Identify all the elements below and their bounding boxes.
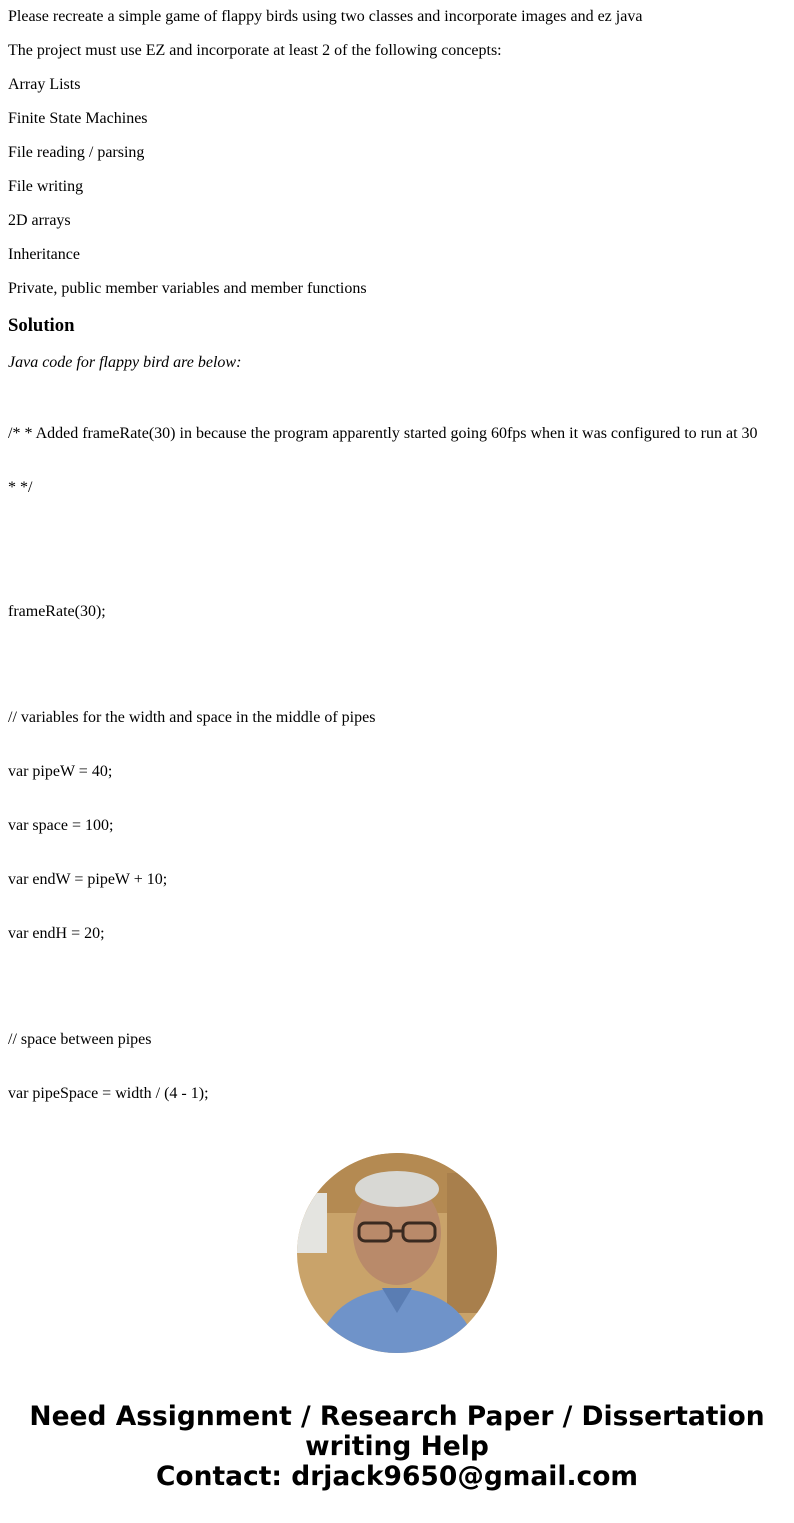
question-prompt: Please recreate a simple game of flappy birds using two classes and incorporate images and ez java <box>8 8 643 25</box>
promo-banner <box>0 1402 794 1492</box>
code-line: /* * Added frameRate(30) in because the program apparently started going 60fps when it was configured to run at 30 <box>8 425 758 442</box>
code-framerate <box>8 567 786 657</box>
solution-intro: Java code for flappy bird are below: <box>8 354 242 371</box>
banner-contact: Contact: drjack9650@gmail.com <box>155 1461 639 1492</box>
code-line: var pipeW = 40; <box>8 763 113 780</box>
banner-line: Need Assignment / Research Paper / Dissertation <box>29 1401 765 1432</box>
question-requirement: The project must use EZ and incorporate at least 2 of the following concepts: <box>8 42 502 59</box>
author-avatar <box>297 1153 497 1353</box>
question-section <box>8 8 786 298</box>
code-line: var endH = 20; <box>8 925 105 942</box>
concept-item: Finite State Machines <box>8 110 148 127</box>
banner-line: writing Help <box>305 1431 489 1462</box>
solution-heading: Solution <box>8 315 75 336</box>
concept-item: 2D arrays <box>8 212 71 229</box>
concept-item: File writing <box>8 178 84 195</box>
code-line: var endW = pipeW + 10; <box>8 871 168 888</box>
document-body <box>8 0 786 1122</box>
code-pipe-vars <box>8 673 786 979</box>
code-pipe-space <box>8 995 786 1122</box>
concept-item: Inheritance <box>8 246 80 263</box>
code-line: var space = 100; <box>8 817 114 834</box>
code-line: var pipeSpace = width / (4 - 1); <box>8 1085 209 1102</box>
avatar-portrait <box>297 1153 497 1353</box>
code-line: // variables for the width and space in the middle of pipes <box>8 709 376 726</box>
code-comment-block <box>8 389 786 533</box>
code-line: frameRate(30); <box>8 603 106 620</box>
concept-item: Array Lists <box>8 76 81 93</box>
code-line: * */ <box>8 479 33 496</box>
code-line: // space between pipes <box>8 1031 152 1048</box>
concept-item: Private, public member variables and member functions <box>8 280 367 297</box>
concept-item: File reading / parsing <box>8 144 145 161</box>
